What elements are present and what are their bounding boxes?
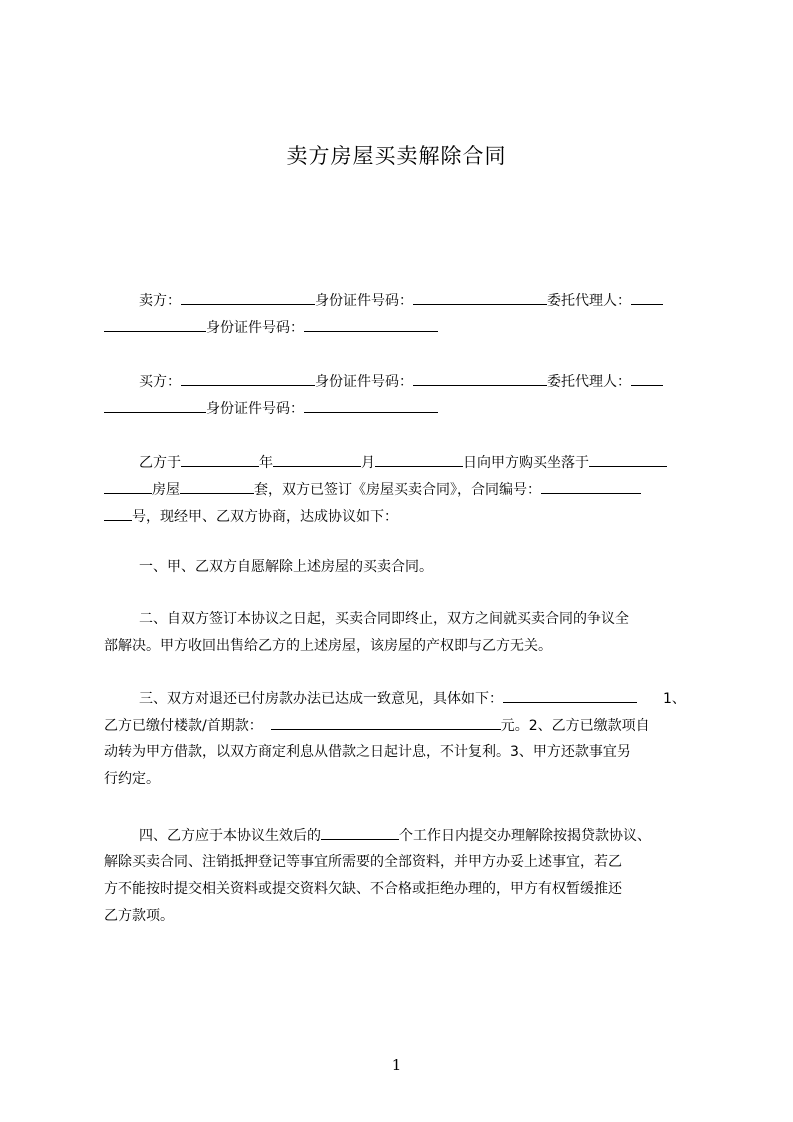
intro-text-3: 月 bbox=[361, 455, 375, 471]
location-blank-a bbox=[589, 452, 667, 467]
seller-agent-blank-a bbox=[631, 290, 663, 305]
intro-text-5: 房屋 bbox=[152, 482, 180, 498]
year-blank bbox=[181, 452, 259, 467]
clause-4-line-2: 解除买卖合同、注销抵押登记等事宜所需要的全部资料，并甲方办妥上述事宜，若乙 bbox=[104, 854, 622, 870]
clause-2-line-2: 部解决。甲方收回出售给乙方的上述房屋，该房屋的产权即与乙方无关。 bbox=[104, 638, 552, 654]
clause-3-blank-a bbox=[503, 688, 637, 703]
day-blank bbox=[375, 452, 463, 467]
clause-2-line-1: 二、自双方签订本协议之日起，买卖合同即终止，双方之间就买卖合同的争议全 bbox=[139, 611, 629, 627]
buyer-agent-id-label: 身份证件号码： bbox=[206, 401, 304, 417]
clause-3-line-2 bbox=[104, 715, 704, 736]
clause-1: 一、甲、乙双方自愿解除上述房屋的买卖合同。 bbox=[139, 559, 433, 575]
clause-4-text-1b: 个工作日内提交办理解除按揭贷款协议、 bbox=[399, 828, 651, 844]
intro-text-4: 日向甲方购买坐落于 bbox=[463, 455, 589, 471]
seller-label: 卖方： bbox=[139, 293, 181, 309]
month-blank bbox=[273, 452, 361, 467]
seller-line-2 bbox=[104, 317, 704, 338]
clause-3-line-4: 行约定。 bbox=[104, 771, 160, 787]
clause-3-line-3: 动转为甲方借款，以双方商定利息从借款之日起计息，不计复利。3、甲方还款事宜另 bbox=[104, 744, 631, 760]
intro-line-3 bbox=[104, 506, 704, 527]
intro-text-6: 套，双方已签订《房屋买卖合同》，合同编号： bbox=[254, 482, 541, 498]
seller-agent-label: 委托代理人： bbox=[547, 293, 631, 309]
contract-no-blank-a bbox=[541, 479, 641, 494]
clause-3-text-1: 三、双方对退还已付房款办法已达成一致意见，具体如下： bbox=[139, 691, 503, 707]
buyer-agent-blank-b bbox=[104, 398, 206, 413]
clause-3-text-2a: 乙方已缴付楼款/首期款： bbox=[104, 718, 263, 734]
intro-text-7: 号，现经甲、乙双方协商，达成协议如下： bbox=[132, 509, 398, 525]
page-number: 1 bbox=[391, 1056, 402, 1074]
seller-agent-id-blank bbox=[304, 317, 438, 332]
seller-name-blank bbox=[181, 290, 315, 305]
buyer-line-1 bbox=[139, 371, 704, 392]
seller-id-label: 身份证件号码： bbox=[315, 293, 413, 309]
buyer-line-2 bbox=[104, 398, 704, 419]
buyer-agent-label: 委托代理人： bbox=[547, 374, 631, 390]
document-title: 卖方房屋买卖解除合同 bbox=[286, 144, 507, 168]
buyer-id-blank bbox=[413, 371, 547, 386]
buyer-label: 买方： bbox=[139, 374, 181, 390]
contract-no-blank-b bbox=[104, 506, 132, 521]
clause-4-line-3: 方不能按时提交相关资料或提交资料欠缺、不合格或拒绝办理的，甲方有权暂缓推还 bbox=[104, 881, 622, 897]
house-count-blank bbox=[180, 479, 254, 494]
buyer-id-label: 身份证件号码： bbox=[315, 374, 413, 390]
intro-line-2 bbox=[104, 479, 704, 500]
intro-text-1: 乙方于 bbox=[139, 455, 181, 471]
clause-4-text-1a: 四、乙方应于本协议生效后的 bbox=[139, 828, 321, 844]
buyer-agent-id-blank bbox=[304, 398, 438, 413]
clause-3-item-1-num: 1、 bbox=[663, 691, 686, 707]
workdays-blank bbox=[321, 825, 399, 840]
buyer-name-blank bbox=[181, 371, 315, 386]
seller-line-1 bbox=[139, 290, 704, 311]
payment-amount-blank bbox=[271, 715, 501, 730]
seller-id-blank bbox=[413, 290, 547, 305]
seller-agent-id-label: 身份证件号码： bbox=[206, 320, 304, 336]
clause-3-text-2b: 元。2、乙方已缴款项自 bbox=[500, 718, 650, 734]
clause-4-line-1 bbox=[139, 825, 704, 846]
clause-3-line-1 bbox=[139, 688, 704, 709]
location-blank-b bbox=[104, 479, 152, 494]
intro-line-1 bbox=[139, 452, 704, 473]
intro-text-2: 年 bbox=[259, 455, 273, 471]
buyer-agent-blank-a bbox=[631, 371, 663, 386]
seller-agent-blank-b bbox=[104, 317, 206, 332]
clause-4-line-4: 乙方款项。 bbox=[104, 908, 174, 924]
